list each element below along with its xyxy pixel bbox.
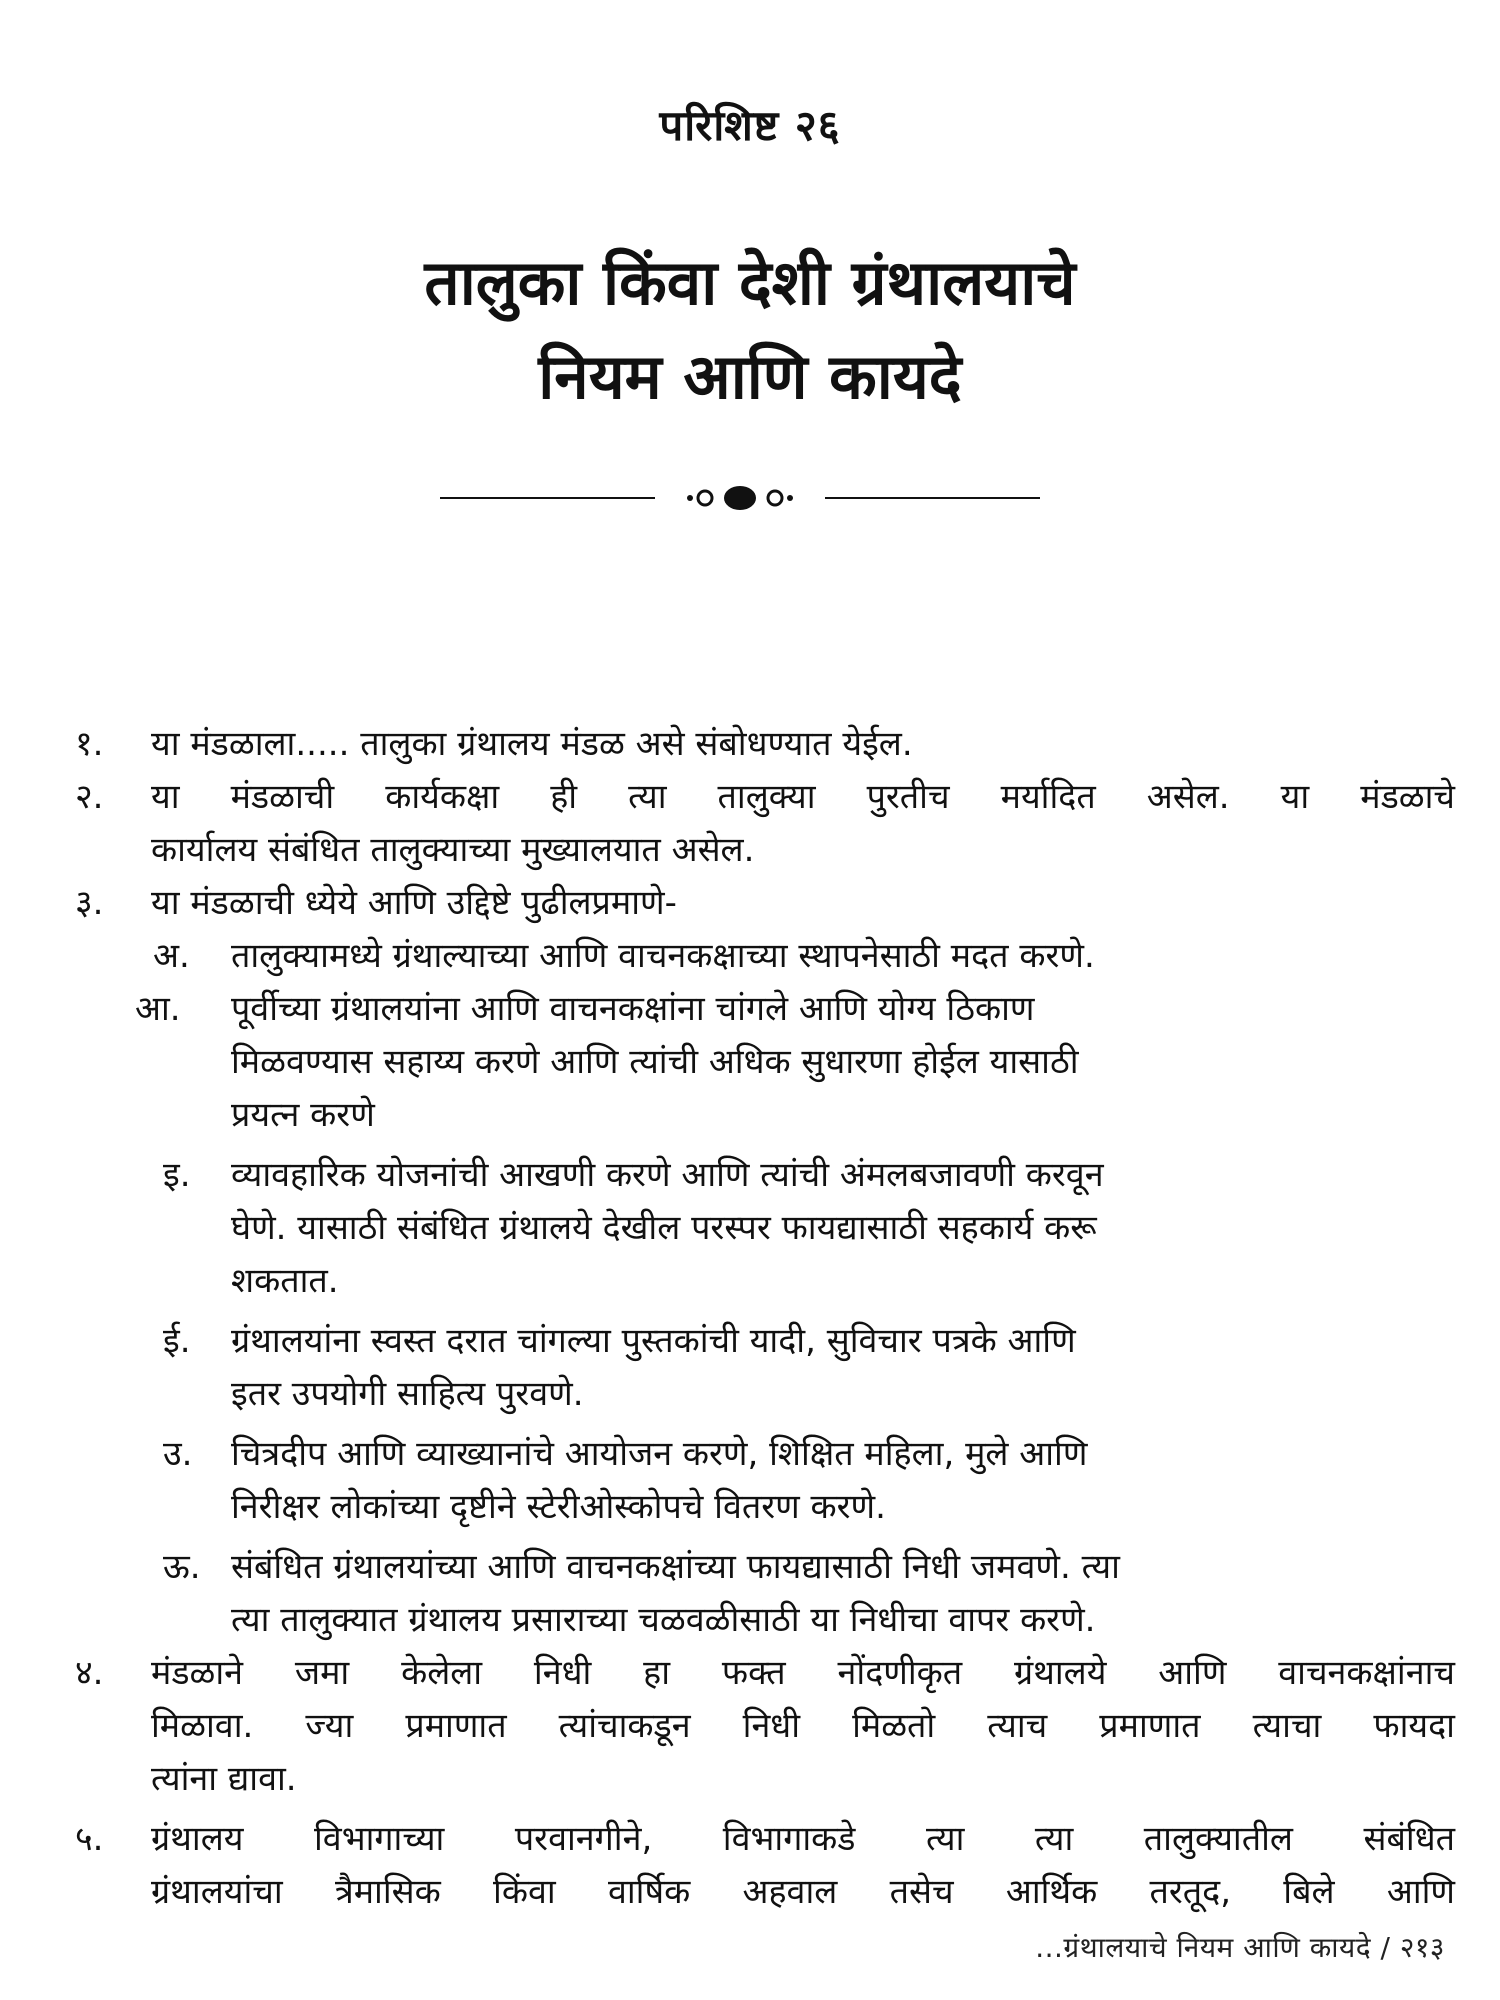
list-item [75,1149,1455,1308]
item-text: ग्रंथालयांना स्वस्त दरात चांगल्या पुस्तकांची यादी, सुविचार पत्रके आणि इतर उपयोगी साहित्य पुरवणे. [231,1321,1076,1414]
item-text: चित्रदीप आणि व्याख्यानांचे आयोजन करणे, शिक्षित महिला, मुले आणि निरीक्षर लोकांच्या दृष्टीने स्टेरीओस्कोपचे वितरण करणे. [231,1434,1088,1527]
item-number: ५. [75,1819,104,1859]
item-number: ई. [163,1321,191,1361]
item-text: ग्रंथालय विभागाच्या परवानगीने, विभागाकडे त्या त्या तालुक्यातील संबंधित ग्रंथालयांचा त्रैमासिक किंवा वार्षिक अहवाल तसेच आर्थिक तरतूद, बिले आणि [151,1819,1455,1912]
title-line-1: तालुका किंवा देशी ग्रंथालयाचे [424,246,1076,319]
list-item [75,983,1455,1142]
item-text: या मंडळाची ध्येये आणि उद्दिष्टे पुढीलप्रमाणे- [151,883,677,923]
item-number: १. [75,724,104,764]
ornament-divider [440,478,1040,518]
item-number: अ. [153,936,190,976]
list-item [75,1428,1455,1534]
item-text: मंडळाने जमा केलेला निधी हा फक्त नोंदणीकृत ग्रंथालये आणि वाचनकक्षांनाच मिळावा. ज्या प्रमाणात त्यांचाकडून निधी मिळतो त्याच प्रमाणात त्याचा फायदा त्यांना द्यावा. [151,1653,1455,1799]
list-item [75,1813,1455,1919]
item-text: तालुक्यामध्ये ग्रंथाल्याच्या आणि वाचनकक्षाच्या स्थापनेसाठी मदत करणे. [231,936,1095,976]
item-text: व्यावहारिक योजनांची आखणी करणे आणि त्यांची अंमलबजावणी करवून घेणे. यासाठी संबंधित ग्रंथालये देखील परस्पर फायद्यासाठी सहकार्य करू शकतात. [231,1155,1104,1301]
item-text: या मंडळाची कार्यकक्षा ही त्या तालुक्या पुरतीच मर्यादित असेल. या मंडळाचे कार्यालय संबंधित तालुक्याच्या मुख्यालयात असेल. [151,777,1455,870]
item-number: ऊ. [163,1547,201,1587]
running-footer: ...ग्रंथालयाचे नियम आणि कायदे / २१३ [1035,1931,1445,1964]
item-text: या मंडळाला..... तालुका ग्रंथालय मंडळ असे संबोधण्यात येईल. [151,724,913,764]
list-item [75,1541,1455,1647]
item-number: ३. [75,883,104,923]
list-item [75,718,1455,771]
item-text: पूर्वीच्या ग्रंथालयांना आणि वाचनकक्षांना चांगले आणि योग्य ठिकाण मिळवण्यास सहाय्य करणे आणि त्यांची अधिक सुधारणा होईल यासाठी प्रयत्न करणे [231,989,1079,1135]
list-item [75,1315,1455,1421]
page-title [0,236,1500,424]
list-item [75,930,1455,983]
item-number: इ. [163,1155,191,1195]
appendix-heading: परिशिष्ट २६ [659,101,841,150]
item-number: ४. [75,1653,104,1693]
item-number: उ. [163,1434,193,1474]
item-text: संबंधित ग्रंथालयांच्या आणि वाचनकक्षांच्या फायद्यासाठी निधी जमवणे. त्या त्या तालुक्यात ग्रंथालय प्रसाराच्या चळवळीसाठी या निधीचा वापर करणे. [231,1547,1120,1640]
list-item [75,1647,1455,1806]
list-item [75,771,1455,877]
item-number: २. [75,777,104,817]
rules-list [75,718,1455,1919]
title-line-2: नियम आणि कायदे [538,340,962,413]
list-item [75,877,1455,930]
item-number: आ. [135,989,181,1029]
